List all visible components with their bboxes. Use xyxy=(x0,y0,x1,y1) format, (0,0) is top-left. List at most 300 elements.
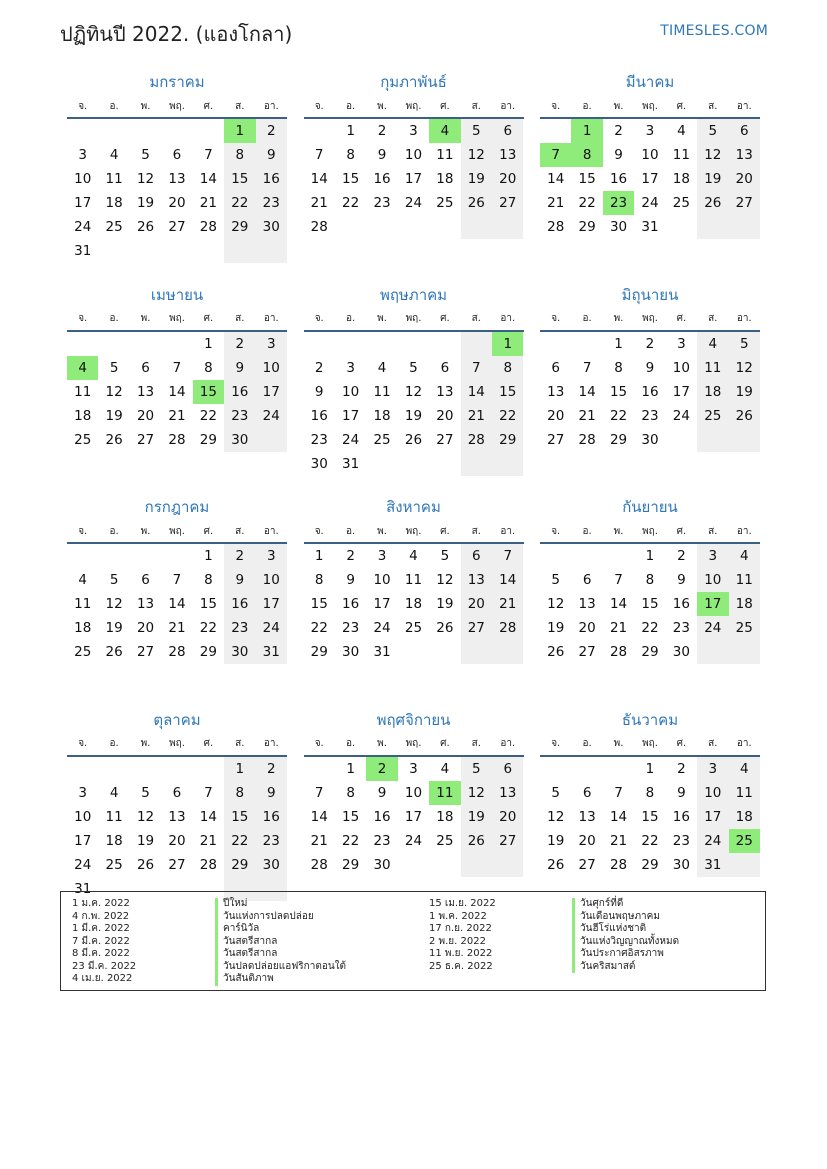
day-cell: 6 xyxy=(172,784,182,801)
day-cell: 3 xyxy=(645,123,655,139)
day-cell: 25 xyxy=(404,620,423,636)
empty-day-cell xyxy=(461,452,492,476)
day-cell: 14 xyxy=(199,171,217,187)
weekday-label: จ. xyxy=(314,738,324,749)
day-cell: 27 xyxy=(168,219,186,235)
day-cell: 3 xyxy=(409,760,418,777)
day-cell: 11 xyxy=(729,781,760,805)
weekday-label: พฤ. xyxy=(169,525,185,537)
weekday-label: พ. xyxy=(377,313,387,324)
day-cell: 12 xyxy=(729,356,760,380)
empty-day-cell xyxy=(398,332,429,356)
day-cell: 10 xyxy=(256,568,287,592)
legend-names-col-1 xyxy=(215,898,346,986)
empty-day-cell xyxy=(67,757,98,781)
day-cell: 23 xyxy=(373,195,391,211)
day-cell: 23 xyxy=(256,829,287,853)
empty-day-cell xyxy=(161,757,192,781)
weekday-header xyxy=(67,520,287,544)
day-cell: 27 xyxy=(492,191,523,215)
day-cell: 27 xyxy=(168,856,186,873)
calendar-grid xyxy=(67,68,760,918)
day-cell: 5 xyxy=(109,359,119,376)
day-cell: 7 xyxy=(461,356,492,380)
weekday-label: ส. xyxy=(471,738,481,749)
day-grid xyxy=(67,119,287,263)
day-cell: 27 xyxy=(436,431,454,448)
day-cell: 9 xyxy=(256,781,287,805)
brand-link[interactable]: TIMESLES.COM xyxy=(660,23,768,39)
day-cell: 7 xyxy=(204,147,213,163)
day-cell: 2 xyxy=(224,544,255,568)
day-cell: 21 xyxy=(168,620,186,636)
day-cell: 27 xyxy=(136,644,155,660)
weekday-header xyxy=(67,308,287,332)
day-cell: 20 xyxy=(136,620,155,636)
day-cell: 17 xyxy=(342,407,360,424)
day-cell: 8 xyxy=(571,143,602,167)
day-cell: 24 xyxy=(342,431,360,448)
empty-day-cell xyxy=(335,332,366,356)
empty-day-cell xyxy=(603,544,634,568)
day-cell: 29 xyxy=(342,856,360,873)
day-cell: 1 xyxy=(346,123,355,139)
day-cell: 5 xyxy=(409,359,418,376)
day-cell: 3 xyxy=(677,335,686,352)
weekday-label: ส. xyxy=(471,313,481,324)
day-cell: 2 xyxy=(314,359,324,376)
day-cell: 9 xyxy=(224,568,255,592)
weekday-label: อา. xyxy=(500,525,516,537)
day-cell: 18 xyxy=(105,195,123,211)
legend-date: 1 ม.ค. 2022 xyxy=(72,898,130,909)
day-cell: 30 xyxy=(373,856,391,873)
day-cell: 26 xyxy=(461,191,492,215)
empty-day-cell xyxy=(540,544,571,568)
day-cell: 8 xyxy=(346,147,355,163)
legend-date: 15 เม.ย. 2022 xyxy=(429,898,496,909)
day-cell: 13 xyxy=(136,596,155,612)
weekday-label: อา. xyxy=(263,738,279,749)
day-cell: 25 xyxy=(105,856,123,873)
month-name: กันยายน xyxy=(622,498,678,516)
day-cell: 19 xyxy=(547,832,565,849)
day-cell: 11 xyxy=(105,808,123,825)
weekday-label: อา. xyxy=(263,100,279,112)
day-cell: 8 xyxy=(204,359,213,376)
day-cell: 14 xyxy=(168,383,186,400)
empty-day-cell xyxy=(571,544,602,568)
day-cell: 25 xyxy=(105,219,123,235)
day-cell: 26 xyxy=(105,431,123,448)
day-cell: 26 xyxy=(136,219,155,235)
day-cell: 11 xyxy=(74,383,92,400)
day-cell: 20 xyxy=(729,167,760,191)
legend-date: 1 พ.ค. 2022 xyxy=(429,910,487,922)
day-cell: 17 xyxy=(404,171,423,187)
day-cell: 13 xyxy=(492,781,523,805)
empty-day-cell xyxy=(161,239,192,263)
legend-holiday-name: วันเดือนพฤษภาคม xyxy=(572,911,679,924)
weekday-label: พ. xyxy=(377,738,387,749)
day-cell: 3 xyxy=(256,332,287,356)
empty-day-cell xyxy=(398,640,429,664)
weekday-label: อา. xyxy=(500,313,516,324)
weekday-label: ส. xyxy=(471,525,481,537)
day-cell: 9 xyxy=(256,143,287,167)
day-cell: 14 xyxy=(492,568,523,592)
day-cell: 16 xyxy=(373,808,391,825)
weekday-label: ศ. xyxy=(440,738,450,749)
day-cell: 9 xyxy=(645,359,655,376)
day-cell: 25 xyxy=(373,431,391,448)
day-cell: 2 xyxy=(366,757,397,781)
day-cell: 12 xyxy=(105,596,123,612)
day-cell: 5 xyxy=(461,757,492,781)
day-cell: 2 xyxy=(256,757,287,781)
weekday-label: อ. xyxy=(109,313,119,324)
day-cell: 19 xyxy=(404,407,423,424)
month-block xyxy=(67,493,287,706)
day-cell: 6 xyxy=(492,757,523,781)
day-cell: 30 xyxy=(641,431,659,448)
day-cell: 18 xyxy=(105,832,123,849)
empty-day-cell xyxy=(366,215,397,239)
day-cell: 23 xyxy=(641,407,659,424)
day-cell: 18 xyxy=(74,620,92,636)
day-cell: 7 xyxy=(582,359,592,376)
day-cell: 28 xyxy=(199,856,217,873)
empty-day-cell xyxy=(224,239,255,263)
empty-day-cell xyxy=(193,119,224,143)
weekday-label: จ. xyxy=(551,738,561,749)
day-cell: 27 xyxy=(729,191,760,215)
day-cell: 30 xyxy=(609,219,628,235)
month-block xyxy=(304,493,524,706)
day-grid xyxy=(540,544,760,664)
day-cell: 28 xyxy=(609,856,628,873)
empty-day-cell xyxy=(666,215,697,239)
day-cell: 10 xyxy=(641,147,659,163)
day-cell: 19 xyxy=(136,832,155,849)
day-cell: 16 xyxy=(310,407,328,424)
day-cell: 14 xyxy=(310,171,328,187)
weekday-label: ส. xyxy=(708,738,718,749)
day-cell: 18 xyxy=(729,805,760,829)
weekday-label: อ. xyxy=(582,525,592,537)
day-cell: 3 xyxy=(78,147,87,163)
weekday-label: พฤ. xyxy=(642,313,658,324)
day-cell: 28 xyxy=(578,431,596,448)
legend-date: 4 เม.ย. 2022 xyxy=(72,973,133,984)
day-cell: 13 xyxy=(436,383,454,400)
day-cell: 21 xyxy=(609,620,628,636)
day-grid xyxy=(67,757,287,901)
day-cell: 27 xyxy=(461,616,492,640)
day-cell: 31 xyxy=(74,243,92,259)
day-cell: 2 xyxy=(224,332,255,356)
day-cell: 23 xyxy=(224,616,255,640)
empty-day-cell xyxy=(67,544,98,568)
day-cell: 9 xyxy=(377,784,387,801)
day-cell: 22 xyxy=(342,195,360,211)
day-cell: 14 xyxy=(199,808,217,825)
empty-day-cell xyxy=(67,332,98,356)
month-block xyxy=(540,68,760,281)
day-cell: 16 xyxy=(256,167,287,191)
day-cell: 26 xyxy=(697,191,728,215)
weekday-label: จ. xyxy=(314,313,324,324)
weekday-label: พฤ. xyxy=(405,525,422,537)
empty-day-cell xyxy=(98,332,129,356)
day-cell: 21 xyxy=(310,832,328,849)
empty-day-cell xyxy=(461,215,492,239)
weekday-label: อา. xyxy=(263,525,279,537)
day-cell: 26 xyxy=(547,856,565,873)
day-cell: 31 xyxy=(342,455,360,472)
empty-day-cell xyxy=(398,215,429,239)
day-cell: 18 xyxy=(436,808,454,825)
day-cell: 11 xyxy=(697,356,728,380)
day-cell: 2 xyxy=(677,760,686,777)
day-cell: 31 xyxy=(256,640,287,664)
day-cell: 7 xyxy=(172,359,182,376)
day-cell: 28 xyxy=(609,644,628,660)
month-block xyxy=(67,281,287,494)
day-grid xyxy=(540,757,760,877)
day-cell: 10 xyxy=(342,383,360,400)
day-cell: 13 xyxy=(492,143,523,167)
day-cell: 25 xyxy=(74,431,92,448)
day-cell: 30 xyxy=(224,640,255,664)
day-cell: 1 xyxy=(224,757,255,781)
day-cell: 4 xyxy=(440,760,450,777)
day-cell: 20 xyxy=(168,195,186,211)
day-cell: 15 xyxy=(224,167,255,191)
day-cell: 2 xyxy=(677,548,686,564)
weekday-label: จ. xyxy=(314,100,324,112)
day-cell: 28 xyxy=(168,431,186,448)
day-cell: 15 xyxy=(199,596,217,612)
day-cell: 23 xyxy=(672,620,690,636)
legend-holiday-name: วันแห่งวิญญาณทั้งหมด xyxy=(572,936,679,949)
weekday-label: พฤ. xyxy=(405,738,422,749)
empty-day-cell xyxy=(98,239,129,263)
day-cell: 6 xyxy=(440,359,450,376)
day-cell: 23 xyxy=(256,191,287,215)
day-cell: 4 xyxy=(377,359,387,376)
day-cell: 30 xyxy=(672,644,690,660)
day-cell: 14 xyxy=(168,596,186,612)
day-cell: 5 xyxy=(697,119,728,143)
weekday-label: จ. xyxy=(78,100,88,112)
weekday-header xyxy=(540,308,760,332)
day-cell: 14 xyxy=(310,808,328,825)
month-block xyxy=(304,706,524,919)
day-cell: 20 xyxy=(547,407,565,424)
day-cell: 17 xyxy=(74,195,92,211)
day-cell: 7 xyxy=(614,572,623,588)
day-cell: 19 xyxy=(461,167,492,191)
empty-day-cell xyxy=(193,757,224,781)
day-cell: 17 xyxy=(697,805,728,829)
weekday-label: อ. xyxy=(346,738,356,749)
day-cell: 21 xyxy=(547,195,565,211)
legend-holiday-name: วันคริสมาสต์ xyxy=(572,961,679,974)
weekday-label: จ. xyxy=(78,738,88,749)
day-cell: 16 xyxy=(224,380,255,404)
day-cell: 1 xyxy=(645,760,655,777)
empty-day-cell xyxy=(67,119,98,143)
day-cell: 6 xyxy=(729,119,760,143)
empty-day-cell xyxy=(492,452,523,476)
day-cell: 22 xyxy=(310,620,328,636)
empty-day-cell xyxy=(603,757,634,781)
day-cell: 19 xyxy=(697,167,728,191)
day-cell: 24 xyxy=(373,620,391,636)
weekday-label: ศ. xyxy=(203,100,214,112)
day-cell: 20 xyxy=(492,805,523,829)
weekday-label: ศ. xyxy=(203,525,214,537)
weekday-label: ศ. xyxy=(676,313,687,324)
day-cell: 1 xyxy=(204,548,213,564)
day-cell: 16 xyxy=(609,171,628,187)
day-cell: 23 xyxy=(310,431,328,448)
weekday-label: ส. xyxy=(708,525,718,537)
weekday-label: อ. xyxy=(109,525,119,537)
empty-day-cell xyxy=(304,332,335,356)
empty-day-cell xyxy=(304,757,335,781)
day-grid xyxy=(540,332,760,452)
day-cell: 17 xyxy=(256,592,287,616)
day-cell: 13 xyxy=(168,808,186,825)
weekday-label: พฤ. xyxy=(169,313,185,324)
day-cell: 13 xyxy=(547,383,565,400)
empty-day-cell xyxy=(429,332,460,356)
month-name: พฤษภาคม xyxy=(379,285,448,304)
weekday-label: ส. xyxy=(235,313,245,324)
day-cell: 21 xyxy=(199,832,217,849)
month-name: ธันวาคม xyxy=(621,710,679,729)
day-cell: 18 xyxy=(404,596,423,612)
weekday-header xyxy=(540,520,760,544)
day-cell: 20 xyxy=(578,620,596,636)
month-name: มกราคม xyxy=(149,73,205,91)
month-block xyxy=(304,68,524,281)
day-cell: 10 xyxy=(74,808,92,825)
day-cell: 18 xyxy=(74,407,92,424)
weekday-label: ศ. xyxy=(676,100,687,112)
weekday-header xyxy=(304,733,524,757)
day-cell: 8 xyxy=(224,143,255,167)
day-cell: 27 xyxy=(547,431,565,448)
day-cell: 12 xyxy=(697,143,728,167)
day-cell: 25 xyxy=(697,404,728,428)
page-title: ปฏิทินปี 2022. (แองโกลา) xyxy=(60,22,293,46)
month-block xyxy=(540,493,760,706)
day-cell: 3 xyxy=(697,757,728,781)
day-cell: 22 xyxy=(578,195,596,211)
day-cell: 24 xyxy=(404,832,423,849)
day-cell: 22 xyxy=(342,832,360,849)
day-cell: 1 xyxy=(571,119,602,143)
day-cell: 16 xyxy=(641,383,659,400)
day-cell: 12 xyxy=(436,572,454,588)
legend-holiday-name: วันสตรีสากล xyxy=(215,948,346,961)
day-cell: 9 xyxy=(314,383,324,400)
weekday-label: พ. xyxy=(140,100,151,112)
weekday-label: อ. xyxy=(346,313,356,324)
legend-date: 23 มี.ค. 2022 xyxy=(72,960,137,972)
day-cell: 18 xyxy=(729,592,760,616)
weekday-header xyxy=(540,733,760,757)
weekday-label: ศ. xyxy=(440,100,450,112)
day-cell: 6 xyxy=(172,147,182,163)
empty-day-cell xyxy=(130,119,161,143)
legend-holiday-name: วันประกาศอิสรภาพ xyxy=(572,948,679,961)
day-cell: 20 xyxy=(492,167,523,191)
day-cell: 11 xyxy=(404,572,423,588)
weekday-header xyxy=(67,95,287,119)
day-cell: 3 xyxy=(377,548,387,564)
day-cell: 1 xyxy=(346,760,355,777)
weekday-label: อา. xyxy=(500,738,516,749)
empty-day-cell xyxy=(697,428,728,452)
weekday-label: อา. xyxy=(736,313,752,324)
weekday-label: อ. xyxy=(582,738,592,749)
day-cell: 16 xyxy=(256,805,287,829)
day-cell: 29 xyxy=(492,428,523,452)
day-grid xyxy=(304,119,524,239)
empty-day-cell xyxy=(729,640,760,664)
day-cell: 29 xyxy=(224,853,255,877)
day-cell: 25 xyxy=(729,829,760,853)
day-cell: 9 xyxy=(677,572,686,588)
empty-day-cell xyxy=(461,332,492,356)
weekday-header xyxy=(304,308,524,332)
day-cell: 27 xyxy=(578,644,596,660)
day-cell: 21 xyxy=(492,592,523,616)
legend-date: 11 พ.ย. 2022 xyxy=(429,948,493,959)
weekday-label: พฤ. xyxy=(169,100,185,112)
day-cell: 21 xyxy=(168,407,186,424)
day-cell: 25 xyxy=(729,616,760,640)
day-cell: 8 xyxy=(204,572,213,588)
day-cell: 28 xyxy=(461,428,492,452)
day-cell: 23 xyxy=(373,832,391,849)
day-cell: 14 xyxy=(609,808,628,825)
weekday-label: พฤ. xyxy=(169,738,185,749)
day-cell: 1 xyxy=(492,332,523,356)
day-cell: 16 xyxy=(224,592,255,616)
empty-day-cell xyxy=(729,215,760,239)
day-cell: 9 xyxy=(346,572,355,588)
day-cell: 5 xyxy=(141,147,150,163)
day-cell: 19 xyxy=(436,596,454,612)
empty-day-cell xyxy=(98,757,129,781)
day-cell: 23 xyxy=(672,832,690,849)
day-cell: 16 xyxy=(672,808,690,825)
weekday-label: ศ. xyxy=(203,738,214,749)
day-cell: 2 xyxy=(377,123,387,139)
day-cell: 4 xyxy=(677,123,686,139)
empty-day-cell xyxy=(130,757,161,781)
day-cell: 14 xyxy=(547,171,565,187)
day-cell: 6 xyxy=(551,359,560,376)
day-cell: 12 xyxy=(105,383,123,400)
weekday-label: พฤ. xyxy=(405,100,422,112)
weekday-label: อา. xyxy=(263,313,279,324)
